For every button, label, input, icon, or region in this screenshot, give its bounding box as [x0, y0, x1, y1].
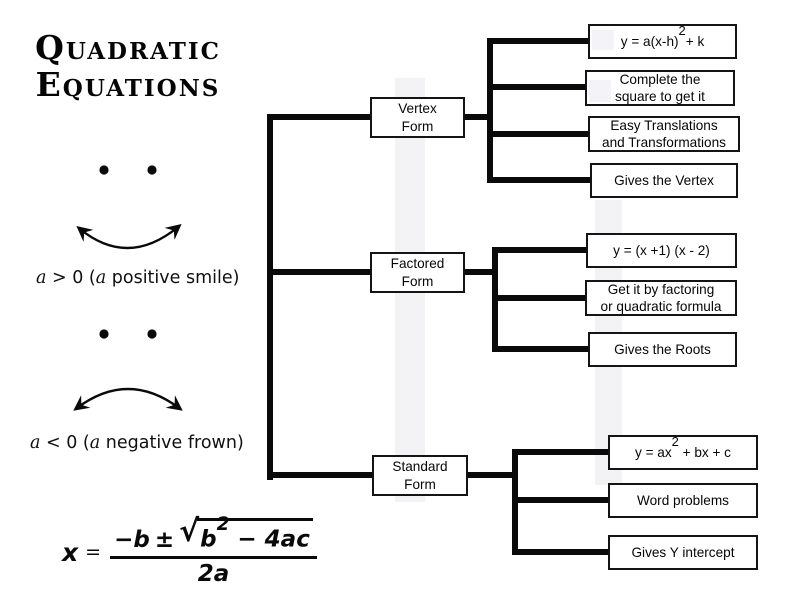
- node-label: Form: [404, 476, 436, 492]
- gives-roots-node: [588, 332, 737, 367]
- title-line-1: Quadratic: [35, 28, 221, 67]
- node-label: Factored: [390, 256, 445, 272]
- formula-lhs: x: [62, 537, 79, 567]
- factored-form-node: [370, 252, 465, 293]
- gives-vertex-node: [590, 163, 738, 198]
- var-b: b: [200, 526, 217, 553]
- exponent-2: 2: [671, 433, 679, 449]
- plus-minus-sign: ±: [154, 526, 175, 553]
- branch-line-standard: [267, 472, 374, 478]
- node-text: Gives the Roots: [614, 341, 711, 357]
- var-a: a: [89, 433, 101, 453]
- branch-line-vertex: [267, 114, 372, 120]
- word-problems-node: [608, 483, 758, 518]
- quadratic-formula: [62, 513, 317, 587]
- var-a: a: [36, 268, 47, 288]
- node-text: Easy Translations: [610, 117, 718, 133]
- gives-y-intercept-node: [608, 535, 758, 570]
- equation-text: y = (x +1) (x - 2): [613, 242, 710, 258]
- node-text: Gives the Vertex: [614, 172, 714, 188]
- title-line-2: Equations: [35, 64, 221, 104]
- vertex-child-stub: [487, 131, 589, 137]
- factored-child-stub: [492, 295, 587, 301]
- node-text: Get it by factoring: [607, 281, 715, 297]
- node-text: Word problems: [637, 492, 729, 508]
- var-a: a: [95, 268, 107, 288]
- equals-sign: =: [85, 541, 102, 564]
- var-a: a: [30, 433, 41, 453]
- node-text: Complete the: [619, 71, 701, 87]
- formula-fraction: [110, 513, 317, 587]
- node-text: square to get it: [615, 89, 705, 104]
- equation-text: [635, 433, 731, 461]
- equation-part: + k: [685, 33, 705, 49]
- neg-b: −b: [114, 526, 150, 553]
- equation-part: + bx + c: [678, 444, 731, 460]
- node-label: Standard: [392, 459, 448, 475]
- scan-patch: [589, 80, 611, 102]
- frown-eyes-dots: [99, 329, 156, 338]
- vertex-form-node: [370, 97, 465, 138]
- radical-sign: √: [179, 514, 200, 549]
- standard-equation-node: [608, 435, 758, 470]
- exponent-2: 2: [678, 22, 686, 38]
- radicand: [197, 513, 313, 553]
- caption-text: > 0 (: [46, 268, 96, 288]
- trunk-line: [267, 114, 273, 480]
- term-4ac: 4ac: [264, 526, 310, 553]
- equation-part: y = ax: [635, 444, 672, 460]
- minus-sign: −: [229, 526, 265, 553]
- exponent-2: 2: [216, 513, 230, 535]
- formula-numerator: [110, 513, 317, 559]
- vertex-child-stub: [487, 177, 591, 183]
- standard-child-stub: [512, 497, 608, 503]
- smile-eyes-dots: [99, 165, 156, 174]
- caption-text: < 0 (: [40, 433, 90, 453]
- factored-child-stub: [492, 247, 588, 253]
- equation-part: y = a(x-h): [620, 33, 679, 49]
- smile-arc-arrow: [80, 227, 178, 248]
- node-text: and Transformations: [602, 135, 726, 150]
- factored-child-stub: [492, 346, 588, 352]
- square-root: [179, 513, 313, 553]
- standard-child-stub: [512, 449, 609, 455]
- get-by-factoring-node: [585, 280, 737, 316]
- caption-text: negative frown): [100, 433, 244, 453]
- negative-frown-caption: [30, 433, 244, 453]
- standard-child-stub: [512, 549, 609, 555]
- caption-text: positive smile): [106, 268, 240, 288]
- translations-node: [588, 116, 740, 152]
- node-label: Form: [401, 118, 434, 134]
- standard-stub: [467, 472, 518, 478]
- node-label: Form: [401, 273, 434, 289]
- factored-stub: [464, 269, 495, 275]
- branch-line-factored: [267, 269, 372, 275]
- vertex-rail: [487, 38, 493, 183]
- frown-arc-arrow: [77, 389, 179, 408]
- standard-form-node: [372, 455, 468, 496]
- node-label: Vertex: [398, 101, 437, 117]
- vertex-child-stub: [487, 84, 588, 90]
- node-text: Gives Y intercept: [631, 544, 735, 560]
- factored-equation-node: [586, 233, 737, 268]
- equation-text: [620, 22, 705, 50]
- positive-smile-caption: [36, 268, 239, 288]
- scan-patch: [592, 30, 614, 50]
- vertex-child-stub: [487, 38, 590, 44]
- node-text: or quadratic formula: [600, 299, 722, 314]
- formula-denominator: 2a: [197, 560, 230, 587]
